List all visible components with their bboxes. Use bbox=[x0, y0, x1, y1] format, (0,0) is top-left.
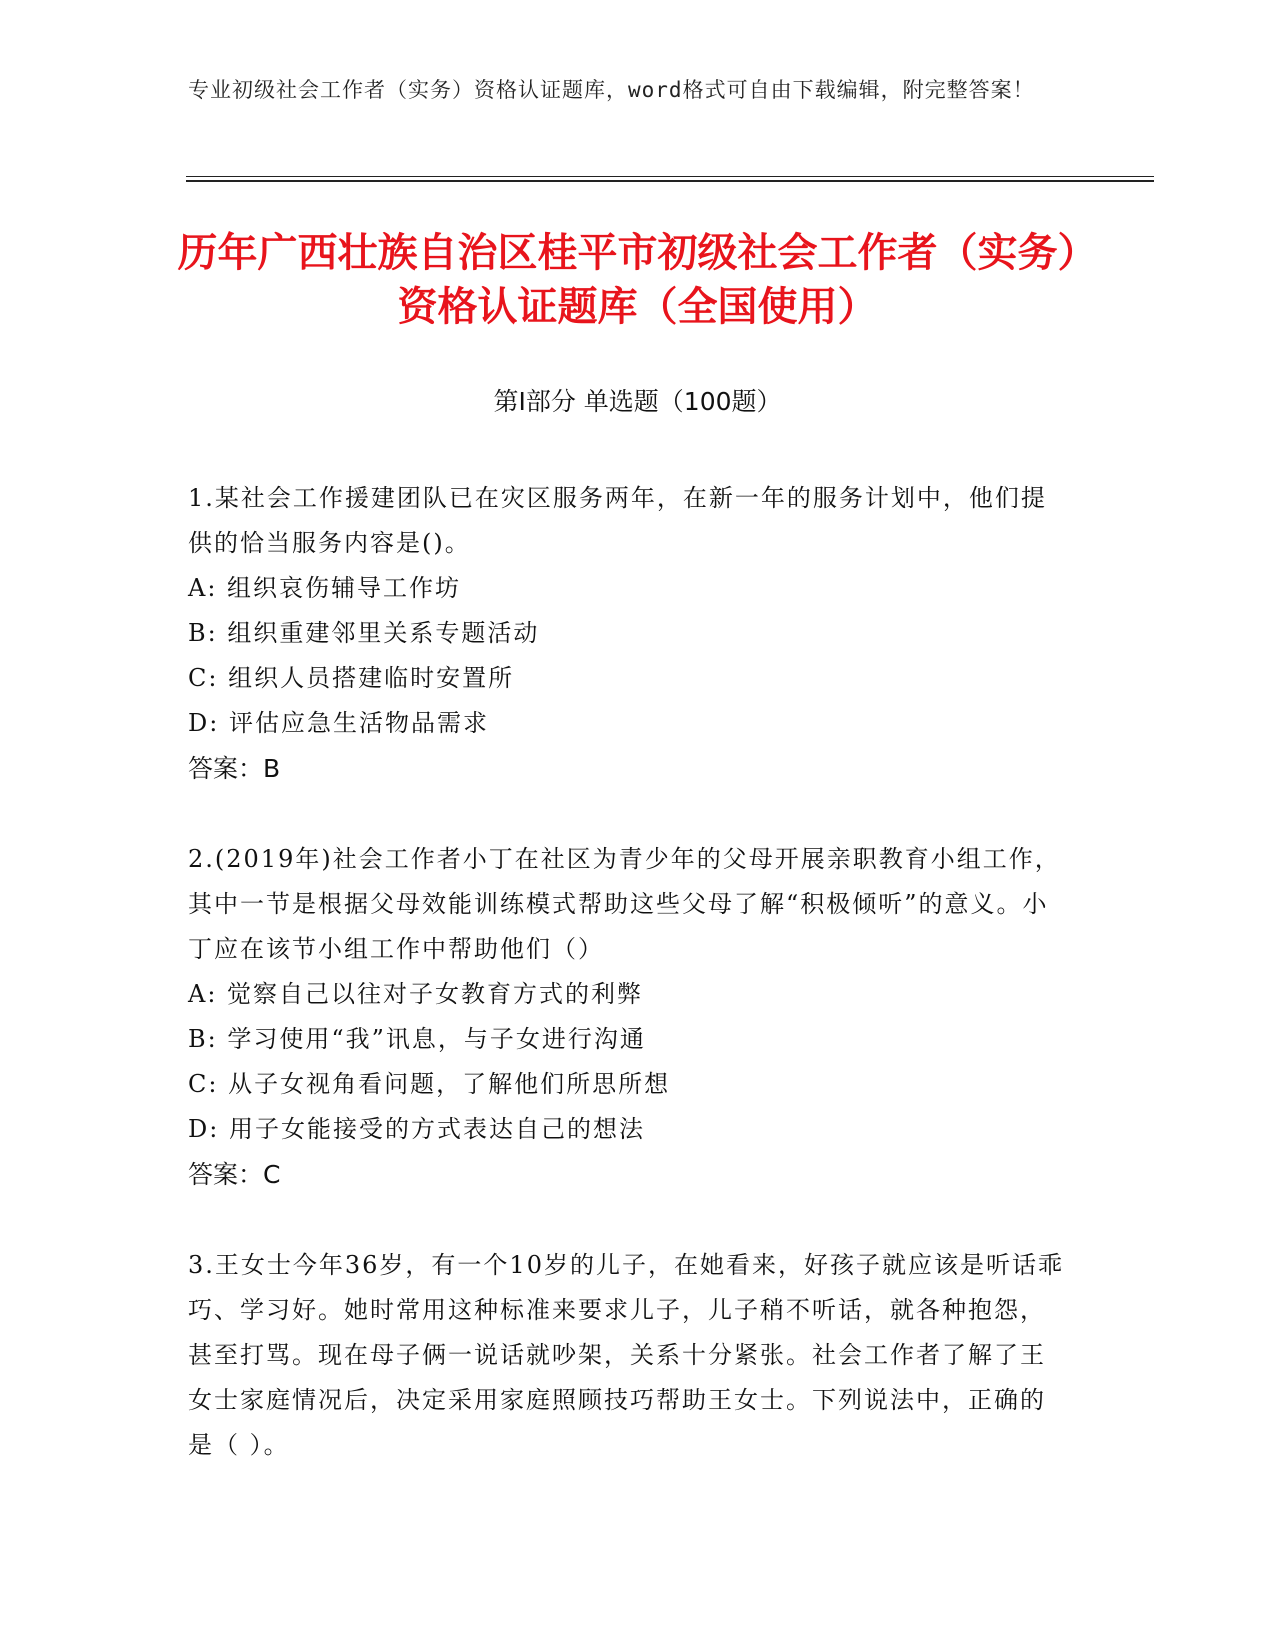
option-b: B: 组织重建邻里关系专题活动 bbox=[188, 619, 540, 647]
option-c: C: 从子女视角看问题，了解他们所思所想 bbox=[188, 1070, 671, 1098]
header-note: 专业初级社会工作者（实务）资格认证题库，word格式可自由下载编辑，附完整答案！ bbox=[188, 78, 1035, 102]
question-list bbox=[188, 476, 1068, 1514]
header-divider-thick bbox=[186, 180, 1154, 182]
question-stem: 3.王女士今年36岁，有一个10岁的儿子，在她看来，好孩子就应该是听话乖巧、学习好。她时常用这种标准来要求儿子，儿子稍不听话，就各种抱怨，甚至打骂。现在母子俩一说话就吵架，关系十分紧张。社会工作者了解了王女士家庭情况后，决定采用家庭照顾技巧帮助王女士。下列说法中，正确的是（ ）。 bbox=[188, 1251, 1064, 1459]
question-3 bbox=[188, 1243, 1068, 1468]
option-d: D: 评估应急生活物品需求 bbox=[188, 709, 489, 737]
question-1 bbox=[188, 476, 1068, 791]
question-2 bbox=[188, 837, 1068, 1197]
answer-label: 答案：C bbox=[188, 1160, 281, 1189]
question-stem: 2.(2019年)社会工作者小丁在社区为青少年的父母开展亲职教育小组工作，其中一节是根据父母效能训练模式帮助这些父母了解“积极倾听”的意义。小丁应在该节小组工作中帮助他们（） bbox=[188, 845, 1061, 963]
header-divider-thin bbox=[186, 176, 1154, 177]
option-a: A: 觉察自己以往对子女教育方式的利弊 bbox=[188, 980, 644, 1008]
question-stem: 1.某社会工作援建团队已在灾区服务两年，在新一年的服务计划中，他们提供的恰当服务内容是()。 bbox=[188, 484, 1047, 557]
option-c: C: 组织人员搭建临时安置所 bbox=[188, 664, 515, 692]
option-a: A: 组织哀伤辅导工作坊 bbox=[188, 574, 462, 602]
option-d: D: 用子女能接受的方式表达自己的想法 bbox=[188, 1115, 645, 1143]
option-b: B: 学习使用“我”讯息，与子女进行沟通 bbox=[188, 1025, 646, 1053]
document-title: 历年广西壮族自治区桂平市初级社会工作者（实务）资格认证题库（全国使用） bbox=[177, 230, 1098, 330]
answer-label: 答案：B bbox=[188, 754, 281, 783]
section-title: 第Ⅰ部分 单选题（100题） bbox=[493, 387, 782, 416]
